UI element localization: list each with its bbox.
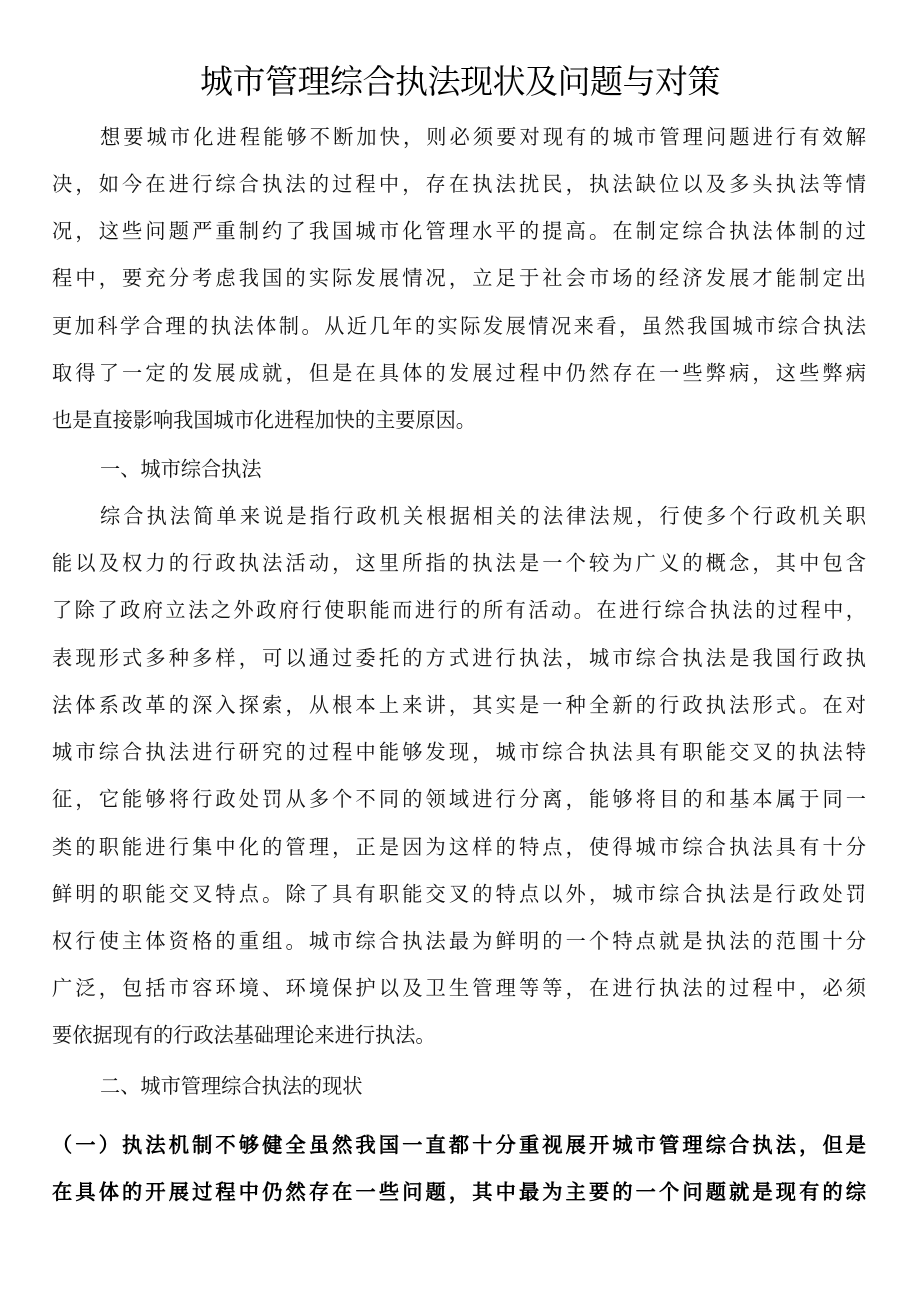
paragraph-line: 取得了一定的发展成就，但是在具体的发展过程中仍然存在一些弊病，这些弊病: [52, 361, 866, 385]
paragraph-line: 程中，要充分考虑我国的实际发展情况，立足于社会市场的经济发展才能制定出: [52, 266, 866, 290]
paragraph-line: 征，它能够将行政处罚从多个不同的领域进行分离，能够将目的和基本属于同一: [52, 787, 866, 811]
paragraph-line: 表现形式多种多样，可以通过委托的方式进行执法，城市综合执法是我国行政执: [52, 646, 866, 670]
paragraph-line: 能以及权力的行政执法活动，这里所指的执法是一个较为广义的概念，其中包含: [52, 551, 866, 575]
paragraph-line: 更加科学合理的执法体制。从近几年的实际发展情况来看，虽然我国城市综合执法: [52, 314, 866, 338]
paragraph-line: 综合执法简单来说是指行政机关根据相关的法律法规，行使多个行政机关职: [100, 504, 866, 528]
paragraph-line: 也是直接影响我国城市化进程加快的主要原因。: [52, 408, 476, 432]
paragraph-line: 城市综合执法进行研究的过程中能够发现，城市综合执法具有职能交叉的执法特: [52, 740, 866, 764]
paragraph-line: 类的职能进行集中化的管理，正是因为这样的特点，使得城市综合执法具有十分: [52, 835, 866, 859]
paragraph-line: 况，这些问题严重制约了我国城市化管理水平的提高。在制定综合执法体制的过: [52, 219, 866, 243]
paragraph-line: 广泛，包括市容环境、环境保护以及卫生管理等等，在进行执法的过程中，必须: [52, 976, 866, 1000]
subsection-line: 在具体的开展过程中仍然存在一些问题，其中最为主要的一个问题就是现有的综: [52, 1180, 866, 1204]
subsection-line: （一）执法机制不够健全虽然我国一直都十分重视展开城市管理综合执法，但是: [52, 1133, 866, 1157]
paragraph-line: 鲜明的职能交叉特点。除了具有职能交叉的特点以外，城市综合执法是行政处罚: [52, 882, 866, 906]
paragraph-line: 要依据现有的行政法基础理论来进行执法。: [52, 1023, 436, 1047]
paragraph-line: 决，如今在进行综合执法的过程中，存在执法扰民，执法缺位以及多头执法等情: [52, 172, 866, 196]
paragraph-line: 想要城市化进程能够不断加快，则必须要对现有的城市管理问题进行有效解: [100, 125, 866, 149]
section-heading: 一、城市综合执法: [100, 457, 262, 481]
paragraph-line: 了除了政府立法之外政府行使职能而进行的所有活动。在进行综合执法的过程中，: [52, 598, 866, 622]
document-title: 城市管理综合执法现状及问题与对策: [200, 62, 720, 101]
paragraph-line: 权行使主体资格的重组。城市综合执法最为鲜明的一个特点就是执法的范围十分: [52, 929, 866, 953]
paragraph-line: 法体系改革的深入探索，从根本上来讲，其实是一种全新的行政执法形式。在对: [52, 693, 866, 717]
section-heading: 二、城市管理综合执法的现状: [100, 1074, 363, 1098]
